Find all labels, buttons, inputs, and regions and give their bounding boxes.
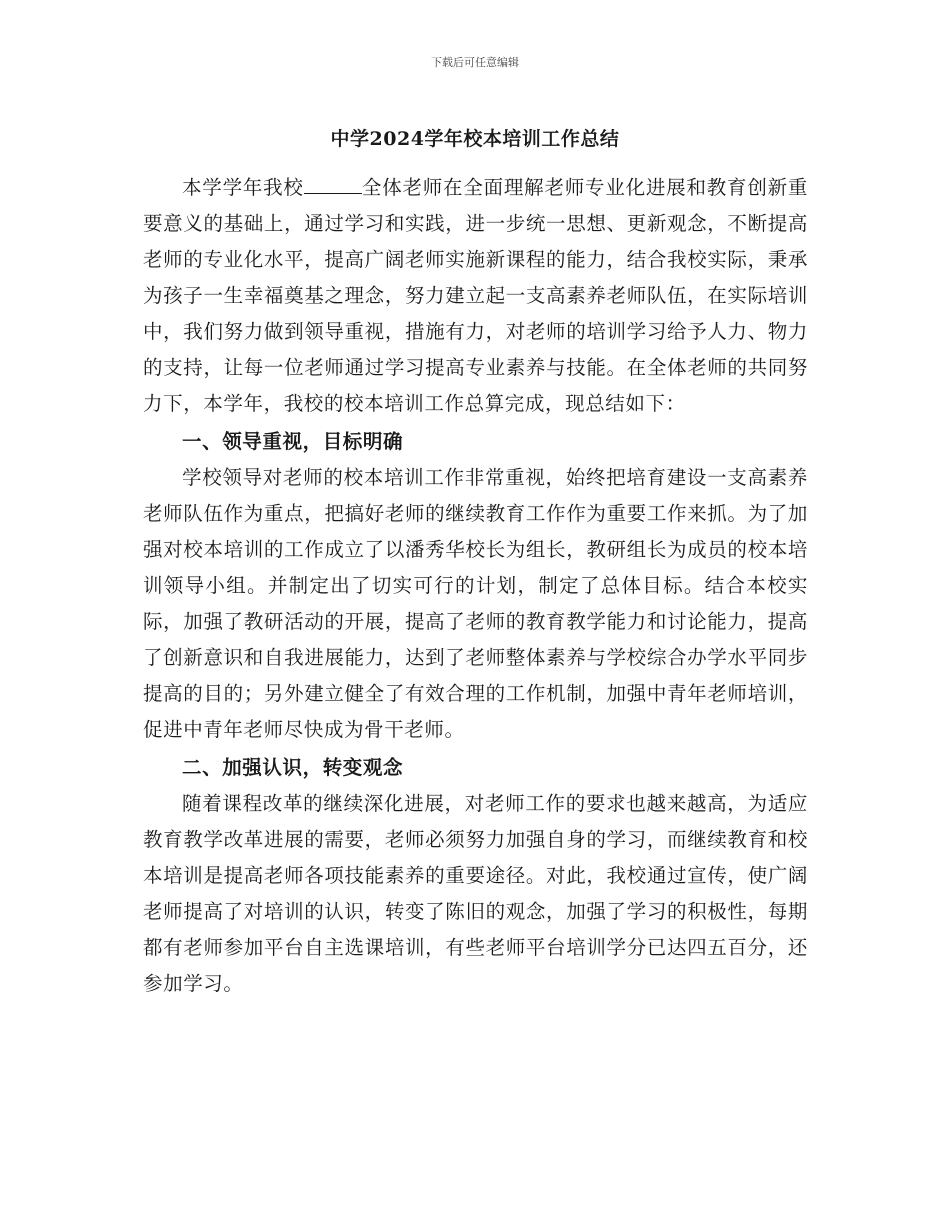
section-1-paragraph: 学校领导对老师的校本培训工作非常重视，始终把培育建设一支高素养老师队伍作为重点，把搞好老师的继续教育工作作为重要工作来抓。为了加强对校本培训的工作成立了以潘秀华校长为组长，教研组长为成员的校本培训领导小组。并制定出了切实可行的计划，制定了总体目标。结合本校实际，加强了教研活动的开展，提高了老师的教育教学能力和讨论能力，提高了创新意识和自我进展能力，达到了老师整体素养与学校综合办学水平同步提高的目的；另外建立健全了有效合理的工作机制，加强中青年老师培训，促进中青年老师尽快成为骨干老师。: [143, 466, 808, 741]
section-2-paragraph: 随着课程改革的继续深化进展，对老师工作的要求也越来越高，为适应教育教学改革进展的需要，老师必须努力加强自身的学习，而继续教育和校本培训是提高老师各项技能素养的重要途径。对此，我校通过宣传，使广阔老师提高了对培训的认识，转变了陈旧的观念，加强了学习的积极性，每期都有老师参加平台自主选课培训，有些老师平台培训学分已达四五百分，还参加学习。: [143, 792, 808, 995]
section-2-heading: 二、加强认识，转变观念: [182, 756, 404, 779]
fill-in-blank: [304, 175, 362, 194]
document-title: 中学2024学年校本培训工作总结: [330, 128, 620, 150]
intro-text-start: 本学学年我校: [182, 176, 304, 199]
page-header-note: 下载后可任意编辑: [431, 56, 519, 69]
intro-paragraph: [143, 170, 808, 422]
section-1-heading: 一、领导重视，目标明确: [182, 430, 404, 453]
intro-text-rest: 全体老师在全面理解老师专业化进展和教育创新重要意义的基础上，通过学习和实践，进一步统一思想、更新观念，不断提高老师的专业化水平，提高广阔老师实施新课程的能力，结合我校实际，秉承为孩子一生幸福奠基之理念，努力建立起一支高素养老师队伍，在实际培训中，我们努力做到领导重视，措施有力，对老师的培训学习给予人力、物力的支持，让每一位老师通过学习提高专业素养与技能。在全体老师的共同努力下，本学年，我校的校本培训工作总算完成，现总结如下：: [143, 176, 808, 415]
document-body: [143, 170, 808, 1002]
